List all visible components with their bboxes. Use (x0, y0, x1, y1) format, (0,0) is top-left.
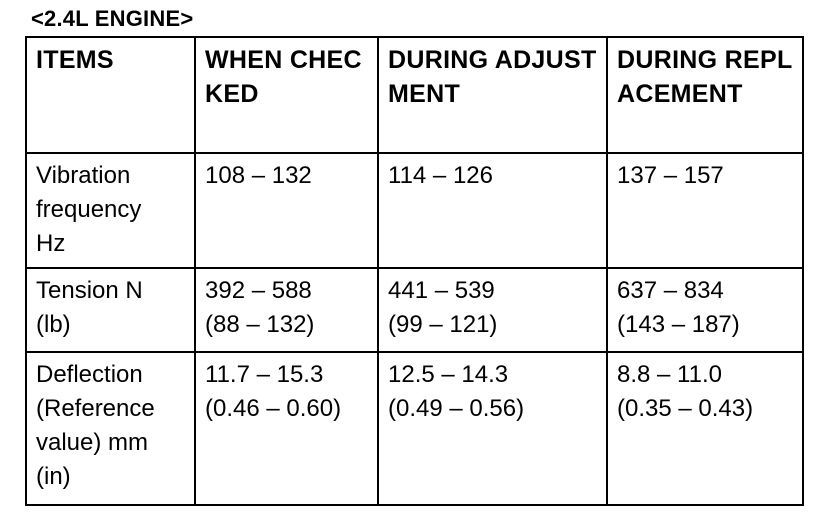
cell-during-replacement: 637 – 834 (143 – 187) (607, 268, 803, 352)
cell-during-replacement: 137 – 157 (607, 153, 803, 268)
header-during-adjustment: DURING ADJUSTMENT (378, 37, 607, 153)
header-items: ITEMS (26, 37, 195, 153)
cell-when-checked: 11.7 – 15.3 (0.46 – 0.60) (195, 352, 378, 505)
cell-when-checked: 392 – 588 (88 – 132) (195, 268, 378, 352)
table-row (26, 153, 803, 268)
cell-during-adjustment: 441 – 539 (99 – 121) (378, 268, 607, 352)
header-during-replacement: DURING REPLACEMENT (607, 37, 803, 153)
table-header-row (26, 37, 803, 153)
belt-spec-table (25, 36, 804, 506)
row-label: Tension N (lb) (26, 268, 195, 352)
cell-during-adjustment: 114 – 126 (378, 153, 607, 268)
row-label: Vibration frequency Hz (26, 153, 195, 268)
cell-when-checked: 108 – 132 (195, 153, 378, 268)
row-label: Deflection (Reference value) mm (in) (26, 352, 195, 505)
document-title: <2.4L ENGINE> (31, 6, 194, 31)
cell-during-replacement: 8.8 – 11.0 (0.35 – 0.43) (607, 352, 803, 505)
header-when-checked: WHEN CHECKED (195, 37, 378, 153)
cell-during-adjustment: 12.5 – 14.3 (0.49 – 0.56) (378, 352, 607, 505)
table-row (26, 352, 803, 505)
table-row (26, 268, 803, 352)
